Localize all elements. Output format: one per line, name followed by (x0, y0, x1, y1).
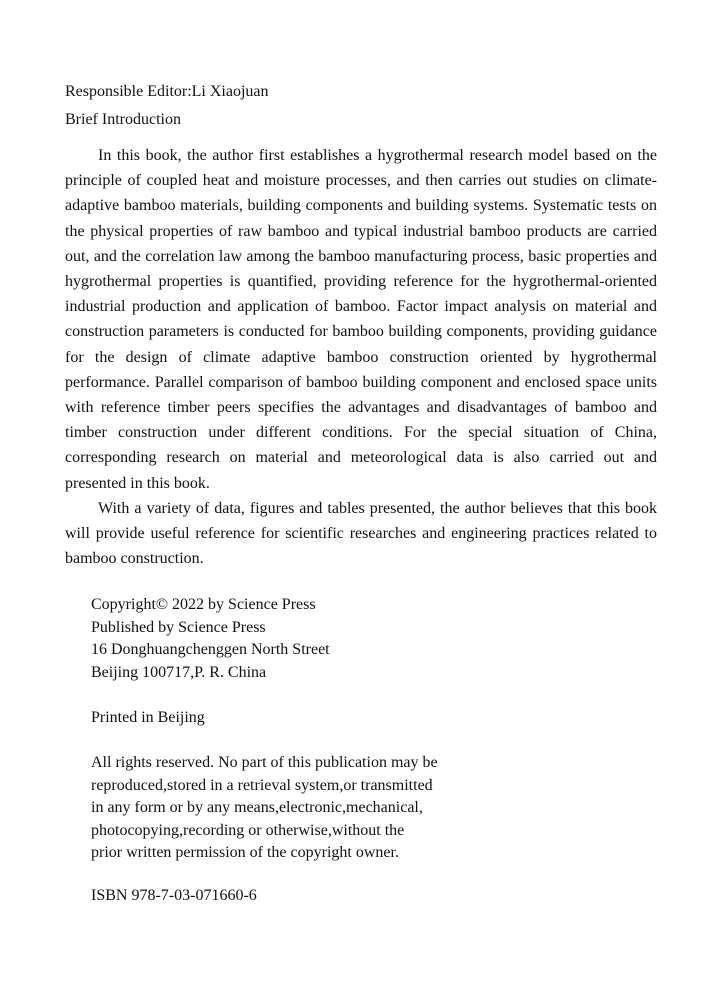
address-city-line: Beijing 100717,P. R. China (91, 663, 267, 681)
publisher-line: Published by Science Press (91, 618, 266, 636)
address-street-line: 16 Donghuangchenggen North Street (91, 641, 330, 658)
introduction-paragraph: In this book, the author first establishes a hygrothermal research model based on the principle of coupled heat and moisture processes, and then carries out studies on climate-adaptive bamboo materials, building components and building systems. Systematic tests on the physical properties of raw bamboo and typical industrial bamboo products are carried out, and the correlation law among the bamboo manufacturing process, basic properties and hygrothermal properties is quantified, providing reference for the hygrothermal-oriented industrial production and application of bamboo. Factor impact analysis on material and construction parameters is conducted for bamboo building components, providing guidance for the design of climate adaptive bamboo construction oriented by hygrothermal performance. Parallel comparison of bamboo building component and enclosed space units with reference timber peers specifies the advantages and disadvantages of bamboo and timber construction under different conditions. For the special situation of China, corresponding research on material and meteorological data is also carried out and presented in this book. (65, 147, 657, 492)
isbn-line: ISBN 978-7-03-071660-6 (91, 887, 257, 904)
rights-line: All rights reserved. No part of this publication may be (91, 754, 438, 771)
rights-line: photocopying,recording or otherwise,without the (91, 821, 405, 839)
copyright-block (91, 594, 511, 684)
copyright-line: Copyright© 2022 by Science Press (91, 596, 316, 613)
rights-line: prior written permission of the copyright owner. (91, 844, 399, 861)
rights-line: reproduced,stored in a retrieval system,or transmitted (91, 776, 433, 794)
printed-in-line: Printed in Beijing (91, 709, 205, 726)
responsible-editor-line: Responsible Editor:Li Xiaojuan (65, 83, 269, 100)
introduction-body (65, 143, 657, 571)
rights-notice (91, 752, 438, 865)
rights-line: in any form or by any means,electronic,mechanical, (91, 799, 423, 816)
introduction-paragraph: With a variety of data, figures and tables presented, the author believes that this book will provide useful reference for scientific researches and engineering practices related to bamboo construction. (65, 499, 657, 568)
brief-introduction-heading: Brief Introduction (65, 111, 181, 128)
page-header (65, 78, 660, 134)
